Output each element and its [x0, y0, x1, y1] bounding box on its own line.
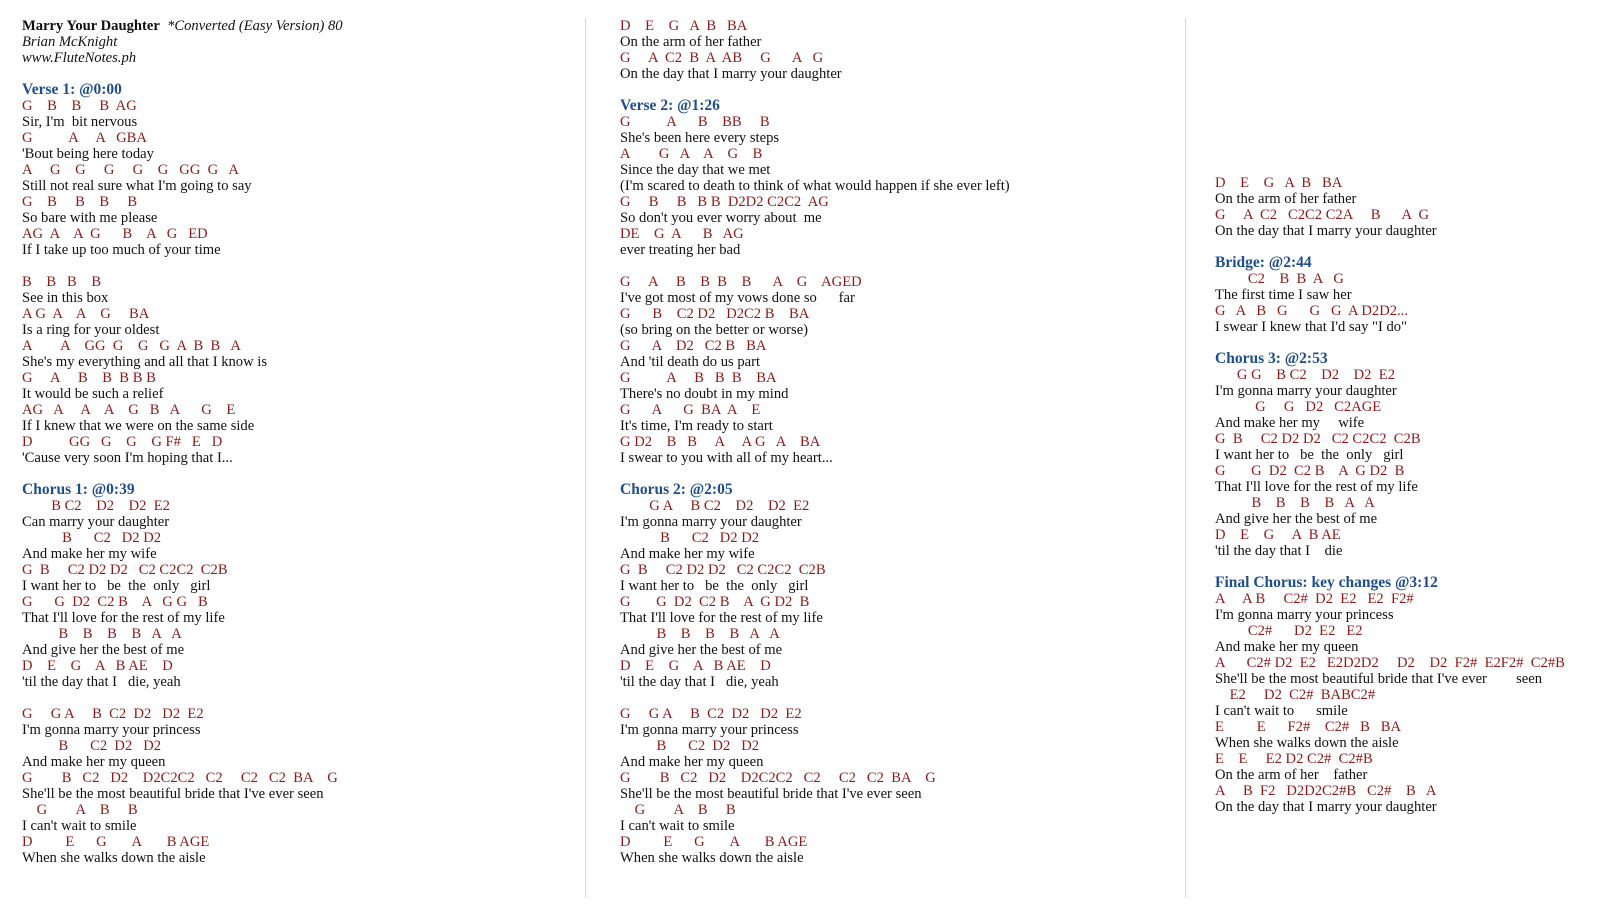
lyric-line: Is a ring for your oldest — [22, 322, 160, 338]
section-header: Verse 1: @0:00 — [22, 81, 122, 98]
lyric-line: If I take up too much of your time — [22, 242, 221, 258]
note-line: G B C2 D2 D2C2C2 C2 C2 C2 BA G — [22, 770, 338, 786]
note-line: G A C2 C2C2 C2A B A G — [1215, 207, 1430, 223]
spacer — [1215, 239, 1595, 255]
note-line: G B C2 D2 D2 C2 C2C2 C2B — [1215, 431, 1421, 447]
lyric-line: On the arm of her father — [1215, 767, 1368, 783]
lyric-line: When she walks down the aisle — [620, 850, 804, 866]
lyric-line: On the arm of her father — [1215, 191, 1357, 207]
lyric-line: I'm gonna marry your princess — [22, 722, 201, 738]
lyric-line: When she walks down the aisle — [1215, 735, 1399, 751]
note-line: AG A A A G B A G E — [22, 402, 236, 418]
lyric-line: 'til the day that I die, yeah — [620, 674, 779, 690]
lyric-line: And 'til death do us part — [620, 354, 761, 370]
note-line: A G A A G BA — [22, 306, 150, 322]
note-line: D E G A B AE — [1215, 527, 1341, 543]
lyric-line: And make her my queen — [1215, 639, 1359, 655]
lyric-line: 'Cause very soon I'm hoping that I... — [22, 450, 233, 466]
lyric-line: (so bring on the better or worse) — [620, 322, 809, 338]
note-line: C2 B B A G — [1215, 271, 1344, 287]
note-line: G B C2 D2 D2 C2 C2C2 C2B — [22, 562, 228, 578]
column-3-body — [1215, 175, 1595, 815]
lyric-line: And make her my queen — [22, 754, 166, 770]
lyric-line: ever treating her bad — [620, 242, 741, 258]
note-line: G A B B — [22, 802, 138, 818]
column-divider — [1185, 18, 1186, 898]
spacer — [620, 82, 1180, 98]
lyric-line: She'll be the most beautiful bride that I've ever seen — [620, 786, 922, 802]
column-1-body — [22, 82, 562, 866]
lyric-line: And give her the best of me — [1215, 511, 1378, 527]
lyric-line: I swear I knew that I'd say "I do" — [1215, 319, 1408, 335]
lyric-line: If I knew that we were on the same side — [22, 418, 255, 434]
note-line: D E G A B AGE — [22, 834, 210, 850]
section-header: Final Chorus: key changes @3:12 — [1215, 574, 1438, 591]
lyric-line: It's time, I'm ready to start — [620, 418, 773, 434]
note-line: G A B B B BA — [620, 370, 777, 386]
note-line: D E G A B AE D — [620, 658, 771, 674]
note-line: G A G BA A E — [620, 402, 761, 418]
note-line: G G D2 C2 B A G D2 B — [1215, 463, 1405, 479]
note-line: B C2 D2 D2 — [22, 530, 162, 546]
note-line: G B B B B — [22, 194, 138, 210]
note-line: B C2 D2 D2 — [620, 530, 760, 546]
lyric-line: And make her my queen — [620, 754, 764, 770]
spacer — [620, 466, 1180, 482]
note-line: G A D2 C2 B BA — [620, 338, 767, 354]
note-line: G A B B — [620, 802, 736, 818]
note-line: B C2 D2 D2 — [620, 738, 760, 754]
note-line: G A B G G G A D2D2... — [1215, 303, 1408, 319]
note-line: G A B B B B A G AGED — [620, 274, 862, 290]
lyric-line: I want her to be the only girl — [620, 578, 809, 594]
lyric-line: She'll be the most beautiful bride that I've ever seen — [22, 786, 324, 802]
note-line: G G B C2 D2 D2 E2 — [1215, 367, 1395, 383]
lyric-line: So don't you ever worry about me — [620, 210, 822, 226]
lyric-line: The first time I saw her — [1215, 287, 1352, 303]
note-line: B B B B A A — [1215, 495, 1375, 511]
column-divider — [585, 18, 586, 898]
note-line: G G D2 C2 B A G D2 B — [620, 594, 810, 610]
note-line: G A B B B B B — [22, 370, 156, 386]
spacer — [1215, 559, 1595, 575]
spacer — [620, 258, 1180, 274]
lyric-line: On the arm of her father — [620, 34, 762, 50]
note-line: AG A A G B A G ED — [22, 226, 208, 242]
song-title: Marry Your Daughter — [22, 18, 160, 34]
lyric-line: That I'll love for the rest of my life — [1215, 479, 1418, 495]
lyric-line: I swear to you with all of my heart... — [620, 450, 833, 466]
spacer — [22, 258, 562, 274]
section-header: Verse 2: @1:26 — [620, 97, 720, 114]
lyric-line: And give her the best of me — [22, 642, 185, 658]
spacer — [620, 690, 1180, 706]
song-header — [22, 18, 562, 34]
lyric-line: 'Bout being here today — [22, 146, 154, 162]
note-line: D E G A B BA — [1215, 175, 1343, 191]
lyric-line: I'm gonna marry your daughter — [620, 514, 802, 530]
song-artist: Brian McKnight — [22, 34, 118, 50]
song-subtitle: *Converted (Easy Version) 80 — [167, 18, 343, 34]
note-line: B C2 D2 D2 — [22, 738, 162, 754]
lyric-line: On the day that I marry your daughter — [1215, 223, 1437, 239]
lyric-line: She's been here every steps — [620, 130, 780, 146]
column-3 — [1215, 175, 1595, 815]
lyric-line: When she walks down the aisle — [22, 850, 206, 866]
note-line: G G A B C2 D2 D2 E2 — [620, 706, 802, 722]
note-line: A B F2 D2D2C2#B C2# B A — [1215, 783, 1437, 799]
note-line: G B C2 D2 D2 C2 C2C2 C2B — [620, 562, 826, 578]
column-1 — [22, 18, 562, 866]
lyric-line: That I'll love for the rest of my life — [620, 610, 823, 626]
note-line: G A B BB B — [620, 114, 770, 130]
lyric-line: See in this box — [22, 290, 109, 306]
note-line: G B C2 D2 D2C2C2 C2 C2 C2 BA G — [620, 770, 936, 786]
lyric-line: She'll be the most beautiful bride that I've ever seen — [1215, 671, 1543, 687]
lyric-line: I'm gonna marry your daughter — [1215, 383, 1397, 399]
lyric-line: She's my everything and all that I know is — [22, 354, 268, 370]
section-header: Chorus 2: @2:05 — [620, 481, 733, 498]
note-line: A A GG G G G A B B A — [22, 338, 241, 354]
spacer — [1215, 335, 1595, 351]
lyric-line: I'm gonna marry your princess — [1215, 607, 1394, 623]
note-line: G G D2 C2 B A G G B — [22, 594, 208, 610]
note-line: D E G A B AE D — [22, 658, 173, 674]
note-line: B B B B A A — [22, 626, 182, 642]
note-line: C2# D2 E2 E2 — [1215, 623, 1363, 639]
section-header: Chorus 1: @0:39 — [22, 481, 135, 498]
column-2 — [620, 18, 1180, 866]
lyric-line: I'm gonna marry your princess — [620, 722, 799, 738]
lyric-line: And make her my wife — [620, 546, 755, 562]
lyric-line: And give her the best of me — [620, 642, 783, 658]
note-line: A C2# D2 E2 E2D2D2 D2 D2 F2# E2F2# C2#B — [1215, 655, 1565, 671]
note-line: G B B B AG — [22, 98, 137, 114]
lyric-line: I want her to be the only girl — [22, 578, 211, 594]
lyric-line: And make her my wife — [22, 546, 157, 562]
note-line: B B B B A A — [620, 626, 780, 642]
lyric-line: 'til the day that I die, yeah — [22, 674, 181, 690]
lyric-line: I've got most of my vows done so far — [620, 290, 855, 306]
lyric-line: That I'll love for the rest of my life — [22, 610, 225, 626]
lyric-line: Still not real sure what I'm going to say — [22, 178, 252, 194]
note-line: G A B C2 D2 D2 E2 — [620, 498, 810, 514]
note-line: G D2 B B A A G A BA — [620, 434, 821, 450]
note-line: G G D2 C2AGE — [1215, 399, 1382, 415]
lyric-line: Sir, I'm bit nervous — [22, 114, 138, 130]
spacer — [22, 690, 562, 706]
note-line: A A B C2# D2 E2 E2 F2# — [1215, 591, 1414, 607]
lyric-line: 'til the day that I die — [1215, 543, 1343, 559]
note-line: B C2 D2 D2 E2 — [22, 498, 170, 514]
column-2-body — [620, 18, 1180, 866]
spacer — [22, 466, 562, 482]
lyric-line: It would be such a relief — [22, 386, 164, 402]
note-line: G A A GBA — [22, 130, 147, 146]
note-line: D E G A B BA — [620, 18, 748, 34]
note-line: G A C2 B A AB G A G — [620, 50, 824, 66]
lyric-line: I can't wait to smile — [22, 818, 137, 834]
lyric-line: On the day that I marry your daughter — [620, 66, 842, 82]
note-line: E E F2# C2# B BA — [1215, 719, 1402, 735]
lyric-line: Since the day that we met — [620, 162, 771, 178]
lyric-line: I can't wait to smile — [620, 818, 735, 834]
lyric-line: So bare with me please — [22, 210, 158, 226]
note-line: G B B B B D2D2 C2C2 AG — [620, 194, 829, 210]
lyric-line: There's no doubt in my mind — [620, 386, 789, 402]
note-line: A G A A G B — [620, 146, 763, 162]
note-line: E2 D2 C2# BABC2# — [1215, 687, 1376, 703]
note-line: D E G A B AGE — [620, 834, 808, 850]
note-line: B B B B — [22, 274, 102, 290]
lyric-line: And make her my wife — [1215, 415, 1365, 431]
lyric-line: On the day that I marry your daughter — [1215, 799, 1437, 815]
lyric-line: (I'm scared to death to think of what would happen if she ever left) — [620, 178, 1010, 194]
note-line: D GG G G G F# E D — [22, 434, 223, 450]
lyric-line: Can marry your daughter — [22, 514, 170, 530]
section-header: Bridge: @2:44 — [1215, 254, 1312, 271]
note-line: E E E2 D2 C2# C2#B — [1215, 751, 1373, 767]
song-site: www.FluteNotes.ph — [22, 50, 137, 66]
note-line: DE G A B AG — [620, 226, 744, 242]
lyric-line: I can't wait to smile — [1215, 703, 1348, 719]
section-header: Chorus 3: @2:53 — [1215, 350, 1328, 367]
lyric-line: I want her to be the only girl — [1215, 447, 1404, 463]
note-line: G B C2 D2 D2C2 B BA — [620, 306, 810, 322]
note-line: G G A B C2 D2 D2 E2 — [22, 706, 204, 722]
note-line: A G G G G G GG G A — [22, 162, 239, 178]
